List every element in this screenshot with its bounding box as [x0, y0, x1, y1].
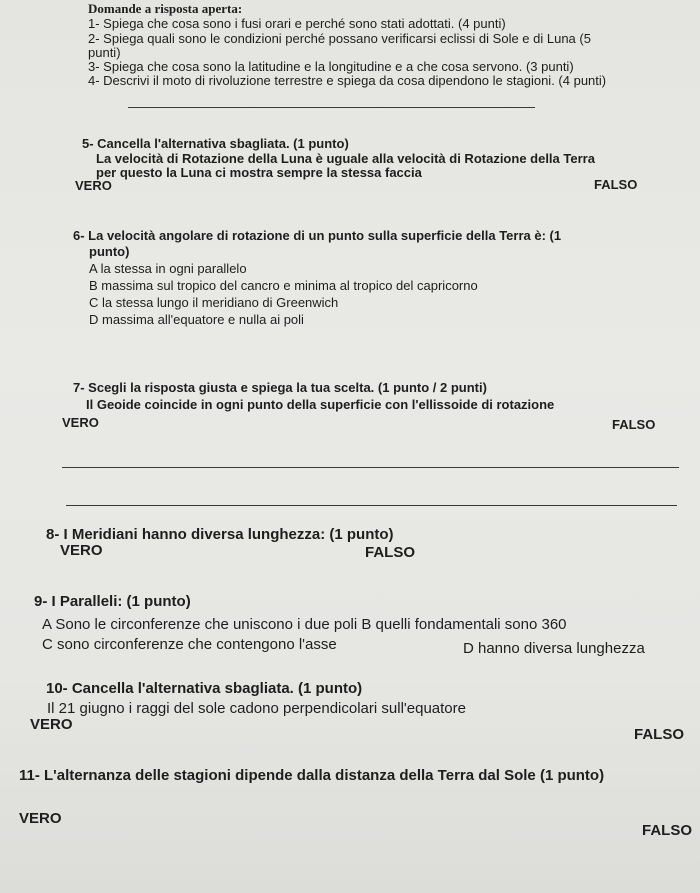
q6-option-b[interactable]: B massima sul tropico del cancro e minima al tropico del capricorno — [89, 278, 478, 293]
q9-title: 9- I Paralleli: (1 punto) — [34, 593, 191, 610]
q5-statement-line2: per questo la Luna ci mostra sempre la stessa faccia — [96, 165, 422, 180]
answer-line — [66, 505, 677, 506]
q8-title: 8- I Meridiani hanno diversa lunghezza: (1 punto) — [46, 526, 394, 543]
q5-title: 5- Cancella l'alternativa sbagliata. (1 punto) — [82, 136, 349, 151]
q6-option-c[interactable]: C la stessa lungo il meridiano di Greenwich — [89, 295, 339, 310]
open-question-4: 4- Descrivi il moto di rivoluzione terrestre e spiega da cosa dipendono le stagioni. (4 punti) — [88, 73, 607, 88]
answer-line — [128, 107, 535, 108]
q6-title-cont: punto) — [89, 244, 130, 259]
q7-title: 7- Scegli la risposta giusta e spiega la tua scelta. (1 punto / 2 punti) — [73, 380, 487, 395]
open-question-3: 3- Spiega che cosa sono la latitudine e la longitudine e a che cosa servono. (3 punti) — [88, 59, 574, 74]
q10-true-option[interactable]: VERO — [30, 716, 73, 733]
open-question-2-cont: punti) — [88, 45, 121, 60]
q6-title: 6- La velocità angolare di rotazione di un punto sulla superficie della Terra è: (1 — [73, 228, 562, 243]
q10-title: 10- Cancella l'alternativa sbagliata. (1 punto) — [46, 680, 363, 697]
q8-false-option[interactable]: FALSO — [365, 544, 416, 561]
q8-true-option[interactable]: VERO — [60, 542, 103, 559]
q9-option-a-b[interactable]: A Sono le circonferenze che uniscono i due poli B quelli fondamentali sono 360 — [42, 616, 567, 633]
answer-line — [62, 467, 679, 468]
q7-statement: Il Geoide coincide in ogni punto della superficie con l'ellissoide di rotazione — [86, 397, 555, 412]
q6-option-d[interactable]: D massima all'equatore e nulla ai poli — [89, 312, 304, 327]
q11-false-option[interactable]: FALSO — [642, 822, 693, 839]
open-question-1: 1- Spiega che cosa sono i fusi orari e perché sono stati adottati. (4 punti) — [88, 16, 506, 31]
q7-true-option[interactable]: VERO — [62, 415, 99, 430]
section-title: Domande a risposta aperta: — [88, 1, 243, 16]
q9-option-d[interactable]: D hanno diversa lunghezza — [463, 640, 645, 657]
q9-option-c[interactable]: C sono circonferenze che contengono l'asse — [42, 636, 337, 653]
q10-false-option[interactable]: FALSO — [634, 726, 685, 743]
q6-option-a[interactable]: A la stessa in ogni parallelo — [89, 261, 247, 276]
q11-title: 11- L'alternanza delle stagioni dipende dalla distanza della Terra dal Sole (1 punto) — [19, 767, 605, 784]
q10-statement: Il 21 giugno i raggi del sole cadono perpendicolari sull'equatore — [47, 700, 466, 717]
q5-statement-line1: La velocità di Rotazione della Luna è uguale alla velocità di Rotazione della Terra — [96, 151, 595, 166]
open-question-2: 2- Spiega quali sono le condizioni perché possano verificarsi eclissi di Sole e di Luna (5 — [88, 31, 591, 46]
q5-false-option[interactable]: FALSO — [594, 177, 638, 192]
q5-true-option[interactable]: VERO — [75, 178, 112, 193]
q7-false-option[interactable]: FALSO — [612, 417, 656, 432]
q11-true-option[interactable]: VERO — [19, 810, 62, 827]
